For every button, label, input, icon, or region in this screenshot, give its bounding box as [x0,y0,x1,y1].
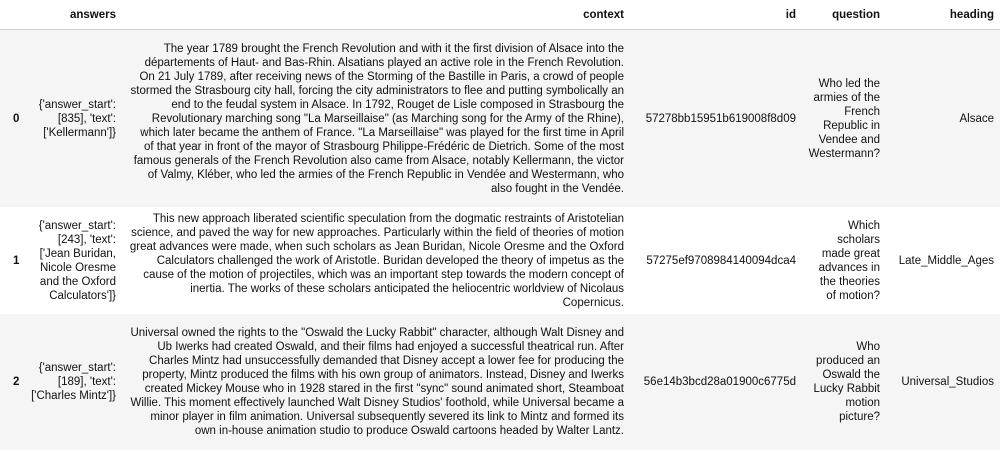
row-index: 1 [13,254,20,267]
column-header-question: question [802,0,886,30]
cell-question: Which scholars made great advances in the theories of motion? [818,219,880,302]
cell-answers: {'answer_start': [189], 'text': ['Charles Mintz']} [31,362,116,402]
table-row [0,314,1000,450]
column-header-heading: heading [886,0,1000,30]
cell-id: 57275ef9708984140094dca4 [646,254,796,267]
table-row [0,30,1000,208]
cell-context: This new approach liberated scientific speculation from the dogmatic restraints of Aristotelian science, and paved the way for new approaches. Particularly within the field of theories of motion great advances were made, when such scholars as Jean Buridan, Nicole Oresme and the Oxford Calculators challenged the work of Aristotle. Buridan developed the theory of impetus as the cause of the motion of projectiles, which was an important step towards the modern concept of inertia. The works of these scholars anticipated the heliocentric worldview of Nicolaus Copernicus. [129,212,624,309]
cell-heading: Universal_Studios [901,376,994,388]
column-header-id: id [630,0,802,30]
table-body [0,30,1000,451]
cell-answers: {'answer_start': [243], 'text': ['Jean Buridan, Nicole Oresme and the Oxford Calculators']} [38,219,116,302]
table-header [0,0,1000,30]
row-index: 2 [13,376,20,388]
table-row [0,207,1000,314]
row-index: 0 [13,112,20,125]
cell-context: Universal owned the rights to the "Oswald the Lucky Rabbit" character, although Walt Disney and Ub Iwerks had created Oswald, and their films had enjoyed a successful theatrical run. After Charles Mintz had unsuccessfully demanded that Disney accept a lower fee for producing the property, Mintz produced the films with his own group of animators. Instead, Disney and Iwerks created Mickey Mouse who in 1928 stared in the first "sync" sound animated short, Steamboat Willie. This moment effectively launched Walt Disney Studios' foothold, while Universal became a minor player in film animation. Universal subsequently severed its link to Mintz and formed its own in-house animation studio to produce Oswald cartoons headed by Walter Lantz. [130,327,624,437]
cell-heading: Alsace [959,112,994,125]
cell-answers: {'answer_start': [835], 'text': ['Kellermann']} [38,98,116,139]
cell-heading: Late_Middle_Ages [898,254,994,267]
cell-question: Who produced an Oswald the Lucky Rabbit motion picture? [813,341,880,423]
cell-id: 56e14b3bcd28a01900c6775d [643,376,796,388]
column-header-answers: answers [22,0,122,30]
column-header-context: context [122,0,630,30]
cell-question: Who led the armies of the French Republic in Vendee and Westermann? [808,77,880,160]
cell-id: 57278bb15951b619008f8d09 [645,112,796,125]
index-header [0,0,22,30]
header-row [0,0,1000,30]
cell-context: The year 1789 brought the French Revolution and with it the first division of Alsace into the départements of Haut- and Bas-Rhin. Alsatians played an active role in the French Revolution. On 21 July 1789, after receiving news of the Storming of the Bastille in Paris, a crowd of people stormed the Strasbourg city hall, forcing the city administrators to flee and putting symbolically an end to the feudal system in Alsace. In 1792, Rouget de Lisle composed in Strasbourg the Revolutionary marching song "La Marseillaise" (as Marching song for the Army of the Rhine), which later became the anthem of France. "La Marseillaise" was played for the first time in April of that year in front of the mayor of Strasbourg Philippe-Frédéric de Dietrich. Some of the most famous generals of the French Revolution also came from Alsace, notably Kellermann, the victor of Valmy, Kléber, who led the armies of the French Republic in Vendée and Westermann, who also fought in the Vendée. [130,42,624,195]
